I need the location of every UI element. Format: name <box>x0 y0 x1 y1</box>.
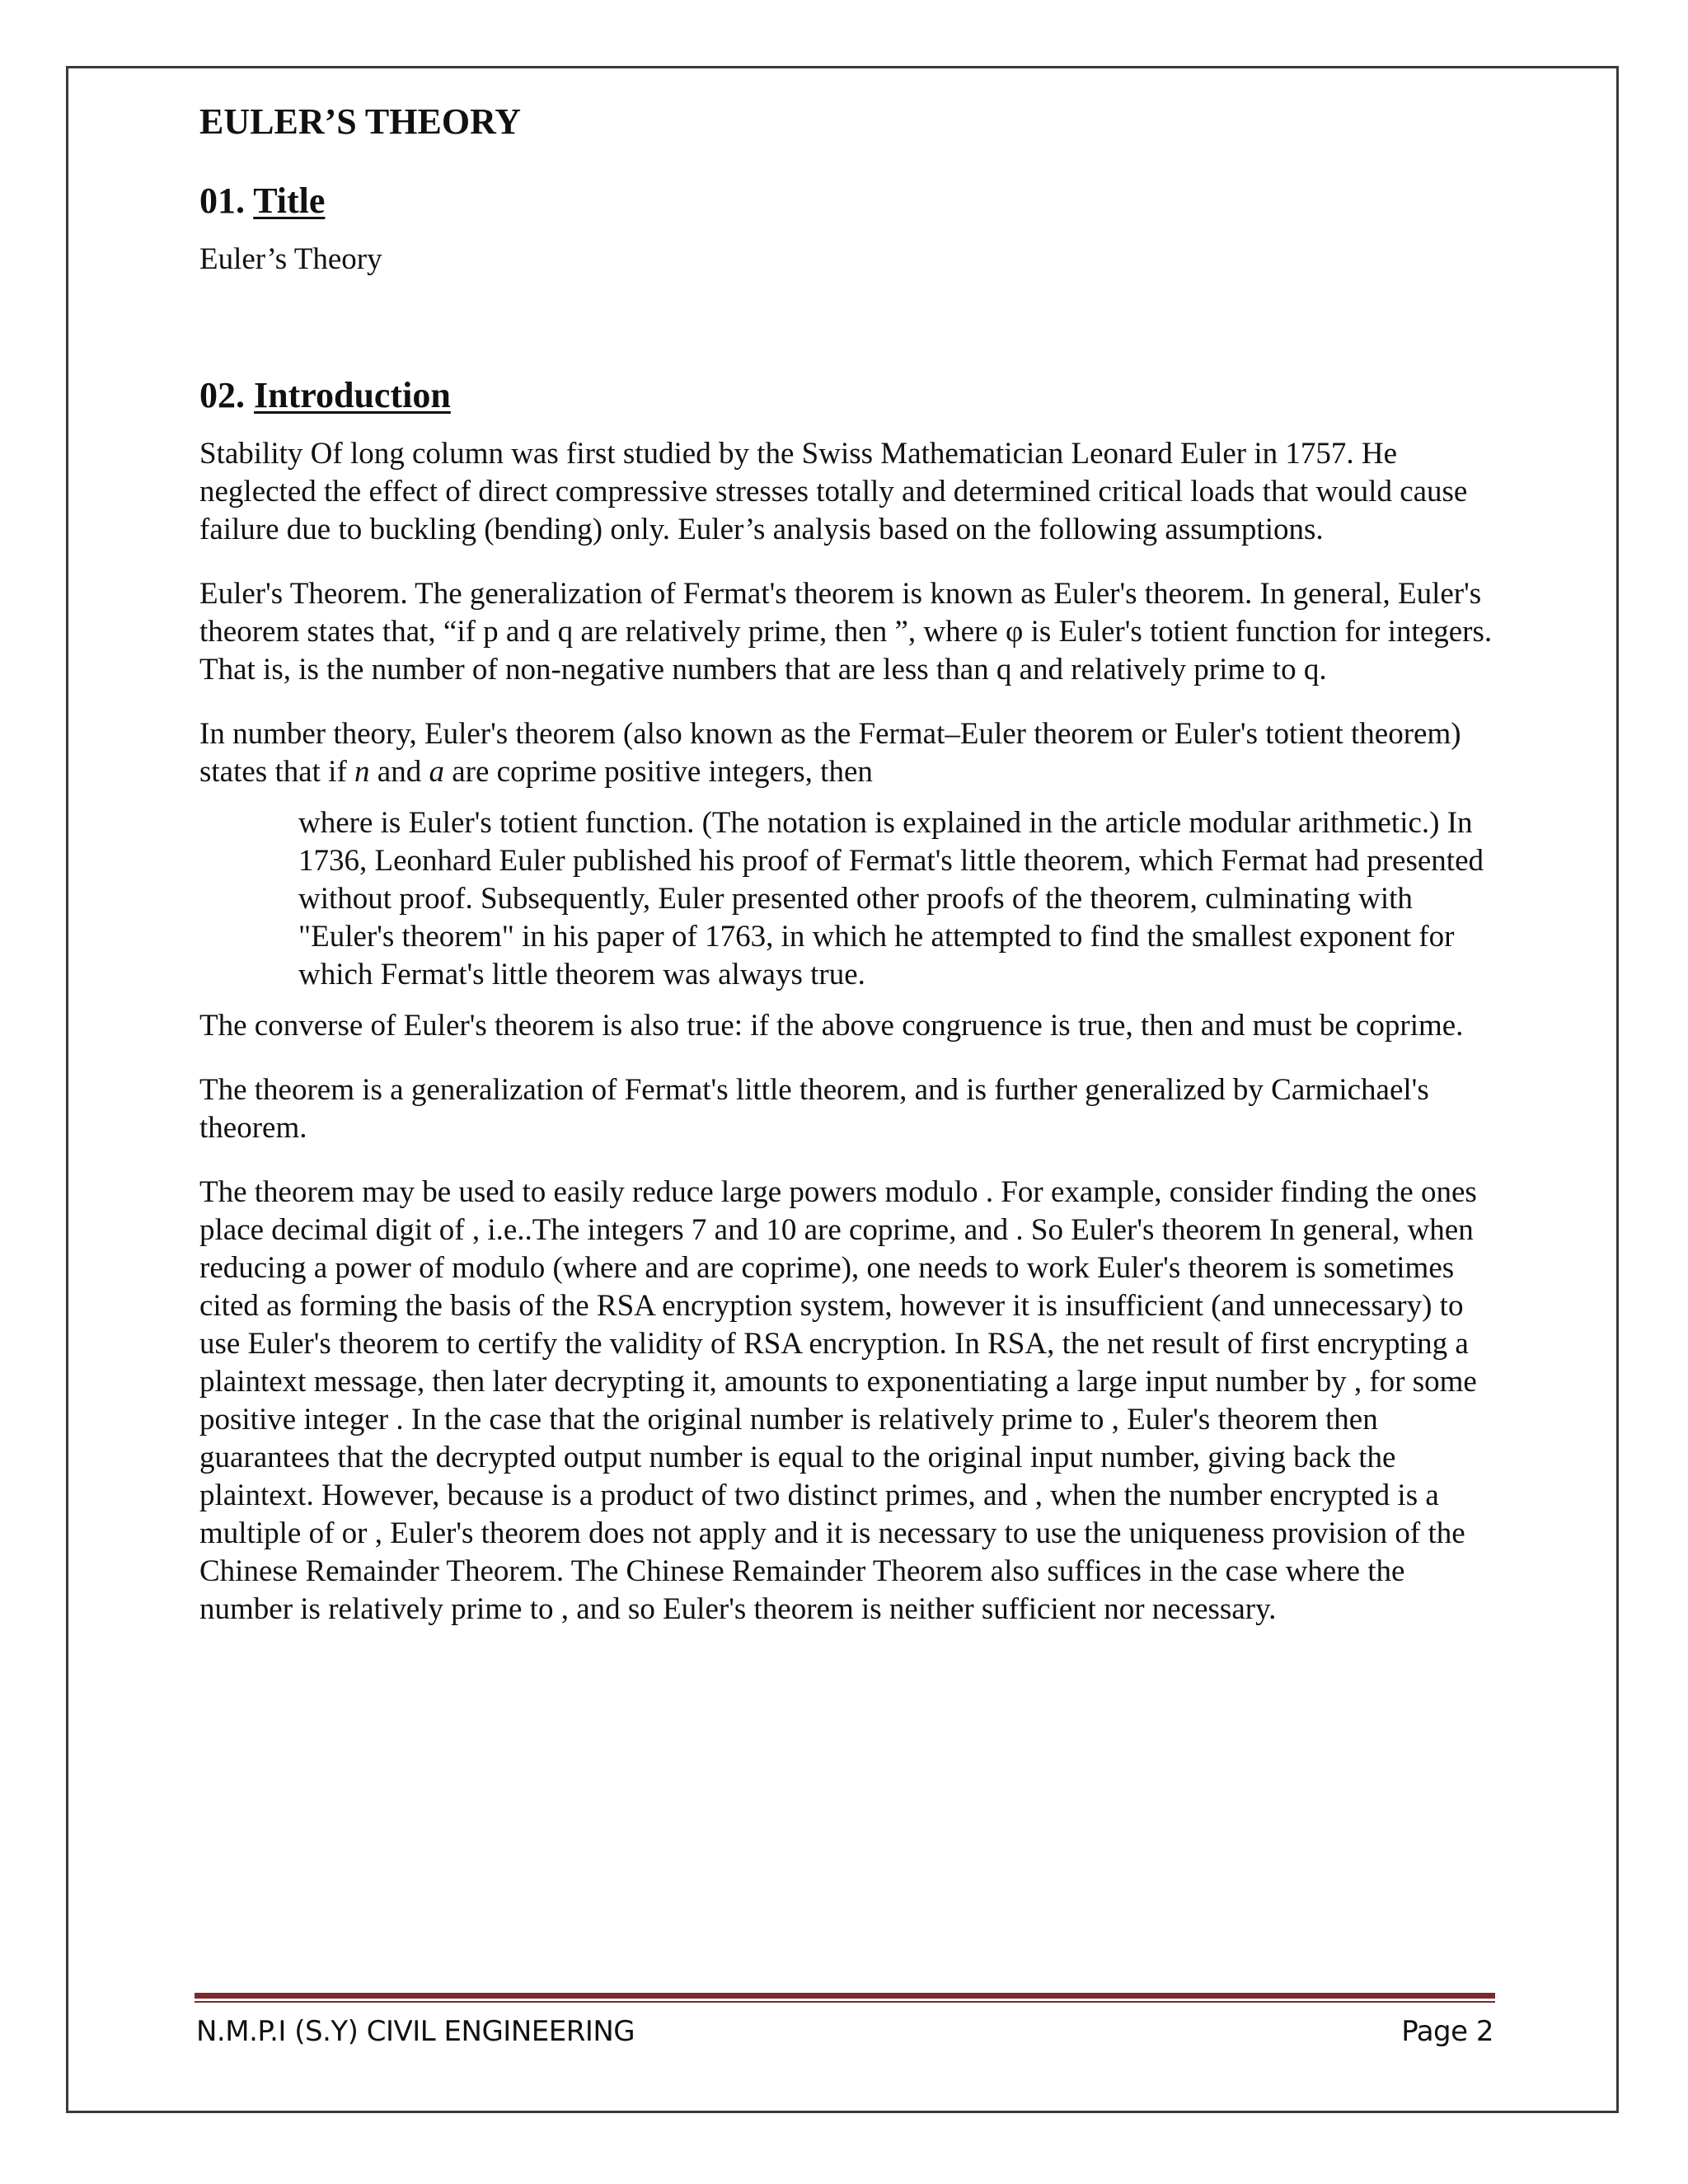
footer-department: N.M.P.I (S.Y) CIVIL ENGINEERING <box>196 2015 635 2048</box>
section-number: 02. <box>199 375 245 415</box>
title-body-text: Euler’s Theory <box>199 242 382 276</box>
section-number: 01. <box>199 180 245 221</box>
document-title: EULER’S THEORY <box>199 101 522 142</box>
variable-n: n <box>354 755 370 789</box>
text-span: and <box>369 755 429 789</box>
section-heading-title <box>199 176 1502 226</box>
section-heading-introduction <box>199 371 1502 420</box>
paragraph-stability: Stability Of long column was first studied by the Swiss Mathematician Leonard Euler in 1757. He neglected the effect of direct compressive stresses totally and determined critical loads that would cause failure due to buckling (bending) only. Euler’s analysis based on the following assumptions. <box>199 437 1468 546</box>
document-body <box>199 97 1502 1655</box>
text-span: are coprime positive integers, then <box>443 755 873 789</box>
variable-a: a <box>429 755 444 789</box>
footer-page-number: Page 2 <box>1401 2015 1493 2048</box>
footer-rule <box>195 1993 1495 2003</box>
paragraph-eulers-theorem: Euler's Theorem. The generalization of Fermat's theorem is known as Euler's theorem. In general, Euler's theorem states that, “if p and q are relatively prime, then ”, where φ is Euler's totient function for integers. That is, is the number of non-negative numbers that are less than q and relatively prime to q. <box>199 577 1493 687</box>
paragraph-indented-totient: where is Euler's totient function. (The notation is explained in the article modular arithmetic.) In 1736, Leonhard Euler published his proof of Fermat's little theorem, which Fermat had presented without proof. Subsequently, Euler presented other proofs of the theorem, culminating with "Euler's theorem" in his paper of 1763, in which he attempted to find the smallest exponent for which Fermat's little theorem was always true. <box>298 806 1484 991</box>
paragraph-generalization: The theorem is a generalization of Fermat's little theorem, and is further generalized by Carmichael's theorem. <box>199 1073 1429 1145</box>
paragraph-number-theory <box>199 715 1502 791</box>
paragraph-converse: The converse of Euler's theorem is also true: if the above congruence is true, then and must be coprime. <box>199 1009 1464 1043</box>
section-heading-text: Title <box>253 180 326 221</box>
section-heading-text: Introduction <box>254 375 451 415</box>
paragraph-rsa: The theorem may be used to easily reduce large powers modulo . For example, consider finding the ones place decimal digit of , i.e..The integers 7 and 10 are coprime, and . So Euler's theorem In general, when reducing a power of modulo (where and are coprime), one needs to work Euler's theorem is sometimes cited as forming the basis of the RSA encryption system, however it is insufficient (and unnecessary) to use Euler's theorem to certify the validity of RSA encryption. In RSA, the net result of first encrypting a plaintext message, then later decrypting it, amounts to exponentiating a large input number by , for some positive integer . In the case that the original number is relatively prime to , Euler's theorem then guarantees that the decrypted output number is equal to the original input number, giving back the plaintext. However, because is a product of two distinct primes, and , when the number encrypted is a multiple of or , Euler's theorem does not apply and it is necessary to use the uniqueness provision of the Chinese Remainder Theorem. The Chinese Remainder Theorem also suffices in the case where the number is relatively prime to , and so Euler's theorem is neither sufficient nor necessary. <box>199 1175 1477 1626</box>
text-span: In number theory, Euler's theorem (also known as the Fermat–Euler theorem or Euler's totient theorem) states that if <box>199 717 1461 789</box>
